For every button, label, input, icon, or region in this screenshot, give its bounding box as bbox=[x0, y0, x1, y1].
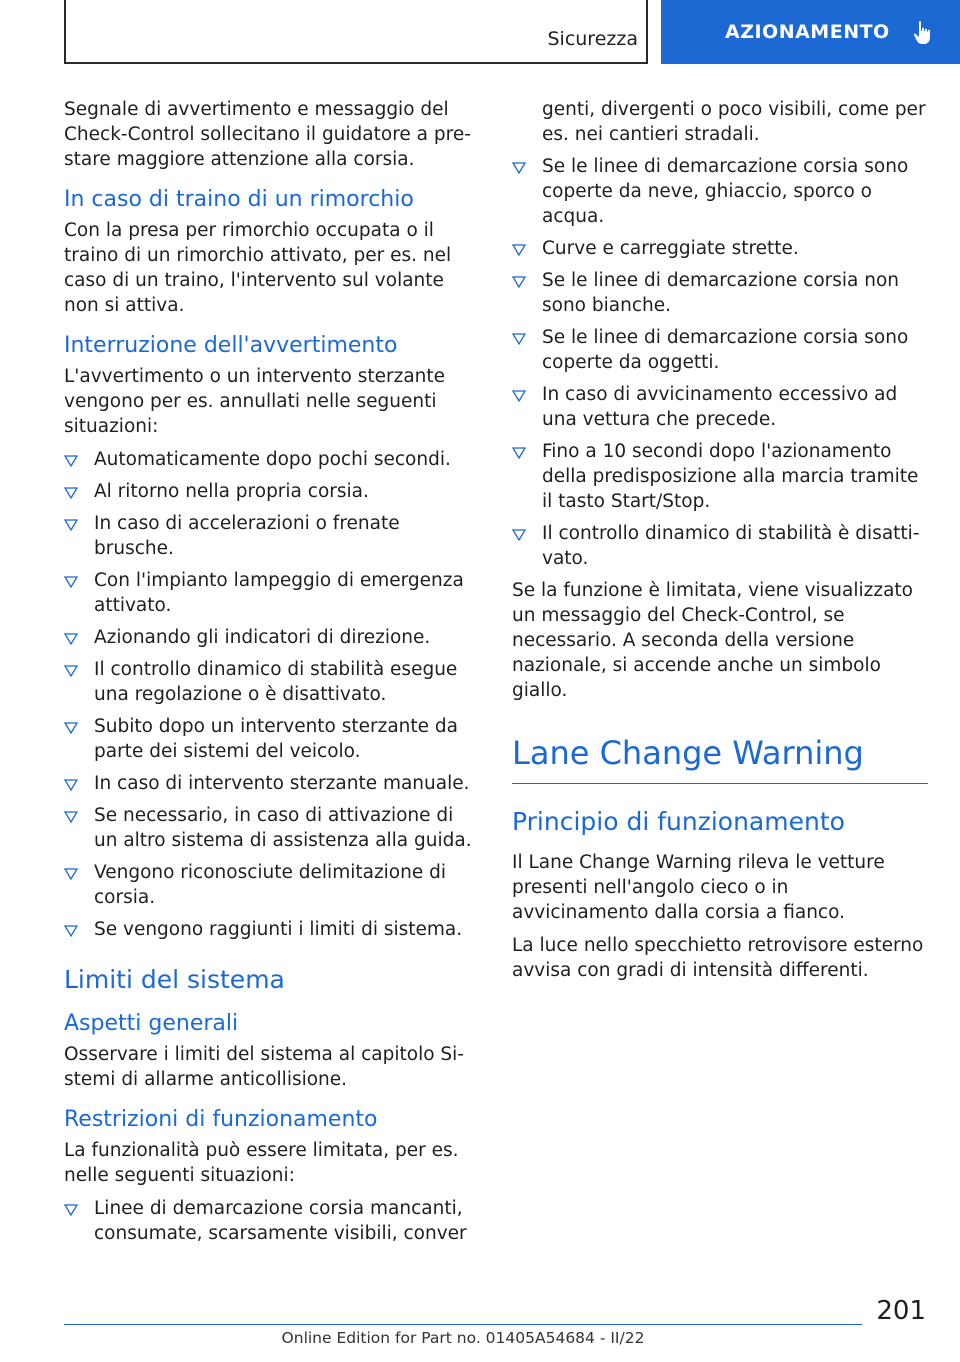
triangle-bullet-icon bbox=[64, 868, 78, 880]
list-item: Se necessario, in caso di attivazione di un altro sistema di assistenza alla guida. bbox=[64, 803, 478, 853]
restrictions-list bbox=[64, 1196, 478, 1246]
operating-principle-heading: Principio di funzionamento bbox=[512, 807, 845, 836]
lane-change-warning-heading: Lane Change Warning bbox=[512, 733, 928, 784]
list-item-continued: genti, divergenti o poco visibili, come per es. nei cantieri stradali. bbox=[542, 99, 926, 145]
limited-function-paragraph: Se la funzione è limitata, viene visualizzato un messaggio del Check-Control, se necessario. A seconda della versione nazionale, si accende anche un simbolo giallo. bbox=[512, 580, 913, 701]
triangle-bullet-icon bbox=[64, 633, 78, 645]
interruption-list bbox=[64, 447, 478, 942]
triangle-bullet-icon bbox=[512, 390, 526, 402]
triangle-bullet-icon bbox=[512, 333, 526, 345]
list-item: Automaticamente dopo pochi secondi. bbox=[64, 447, 478, 472]
triangle-bullet-icon bbox=[512, 162, 526, 174]
right-column bbox=[512, 97, 926, 991]
list-item: In caso di intervento sterzante manuale. bbox=[64, 771, 478, 796]
chapter-tab-label: AZIONAMENTO bbox=[725, 21, 890, 43]
list-item: Se vengono raggiunti i limiti di sistema. bbox=[64, 917, 478, 942]
list-item: Se le linee di demarcazione corsia non sono bianche. bbox=[512, 268, 926, 318]
footer-divider bbox=[64, 1324, 862, 1325]
header-section-title: Sicurezza bbox=[547, 28, 638, 50]
restrictions-list-continued bbox=[512, 97, 926, 571]
left-column bbox=[64, 97, 478, 1253]
operating-principle-paragraph-2: La luce nello specchietto retrovisore esterno avvisa con gradi di intensità differenti. bbox=[512, 935, 924, 981]
triangle-bullet-icon bbox=[64, 779, 78, 791]
towing-heading: In caso di traino di un rimorchio bbox=[64, 187, 414, 212]
general-aspects-paragraph: Osservare i limiti del sistema al capitolo Sistemi di allarme anticollisione. bbox=[64, 1044, 464, 1090]
general-aspects-heading: Aspetti generali bbox=[64, 1011, 239, 1036]
intro-paragraph: Segnale di avvertimento e messaggio del Check-Control sollecitano il guidatore a prestare maggiore attenzione alla corsia. bbox=[64, 99, 471, 170]
list-item: Il controllo dinamico di stabilità è disattivato. bbox=[512, 521, 926, 571]
list-item: Fino a 10 secondi dopo l'azionamento della predisposizione alla marcia tramite il tasto Start/Stop. bbox=[512, 439, 926, 514]
triangle-bullet-icon bbox=[512, 244, 526, 256]
triangle-bullet-icon bbox=[64, 519, 78, 531]
triangle-bullet-icon bbox=[64, 722, 78, 734]
pointing-hand-icon bbox=[912, 20, 936, 50]
restrictions-heading: Restrizioni di funzionamento bbox=[64, 1107, 378, 1132]
list-item: Il controllo dinamico di stabilità esegue una regolazione o è disattivato. bbox=[64, 657, 478, 707]
footer-edition-note: Online Edition for Part no. 01405A54684 - II/22 bbox=[281, 1329, 645, 1347]
list-item: Linee di demarcazione corsia mancanti, consumate, scarsamente visibili, conver bbox=[64, 1196, 478, 1246]
chapter-tab[interactable] bbox=[661, 0, 960, 64]
list-item: Vengono riconosciute delimitazione di corsia. bbox=[64, 860, 478, 910]
operating-principle-paragraph-1: Il Lane Change Warning rileva le vetture presenti nell'angolo cieco o in avvicinamento dalla corsia a fianco. bbox=[512, 852, 885, 923]
triangle-bullet-icon bbox=[512, 447, 526, 459]
interruption-heading: Interruzione dell'avvertimento bbox=[64, 333, 398, 358]
list-item: Curve e carreggiate strette. bbox=[512, 236, 926, 261]
list-item: Se le linee di demarcazione corsia sono coperte da oggetti. bbox=[512, 325, 926, 375]
list-item: Se le linee di demarcazione corsia sono coperte da neve, ghiaccio, sporco o acqua. bbox=[512, 154, 926, 229]
list-item: Subito dopo un intervento sterzante da parte dei sistemi del veicolo. bbox=[64, 714, 478, 764]
list-item: Al ritorno nella propria corsia. bbox=[64, 479, 478, 504]
list-item: Azionando gli indicatori di direzione. bbox=[64, 625, 478, 650]
triangle-bullet-icon bbox=[64, 811, 78, 823]
page-number: 201 bbox=[876, 1296, 926, 1326]
restrictions-paragraph: La funzionalità può essere limitata, per es. nelle seguenti situazioni: bbox=[64, 1140, 459, 1186]
triangle-bullet-icon bbox=[512, 276, 526, 288]
list-item: In caso di avvicinamento eccessivo ad una vettura che precede. bbox=[512, 382, 926, 432]
triangle-bullet-icon bbox=[512, 529, 526, 541]
triangle-bullet-icon bbox=[64, 665, 78, 677]
triangle-bullet-icon bbox=[64, 487, 78, 499]
interruption-paragraph: L'avvertimento o un intervento sterzante vengono per es. annullati nelle seguenti situazioni: bbox=[64, 366, 446, 437]
triangle-bullet-icon bbox=[64, 925, 78, 937]
triangle-bullet-icon bbox=[64, 455, 78, 467]
system-limits-heading: Limiti del sistema bbox=[64, 965, 285, 994]
towing-paragraph: Con la presa per rimorchio occupata o il traino di un rimorchio attivato, per es. nel caso di un traino, l'intervento sul volante non si attiva. bbox=[64, 220, 452, 316]
triangle-bullet-icon bbox=[64, 576, 78, 588]
list-item: Con l'impianto lampeggio di emergenza attivato. bbox=[64, 568, 478, 618]
list-item: In caso di accelerazioni o frenate brusche. bbox=[64, 511, 478, 561]
triangle-bullet-icon bbox=[64, 1204, 78, 1216]
